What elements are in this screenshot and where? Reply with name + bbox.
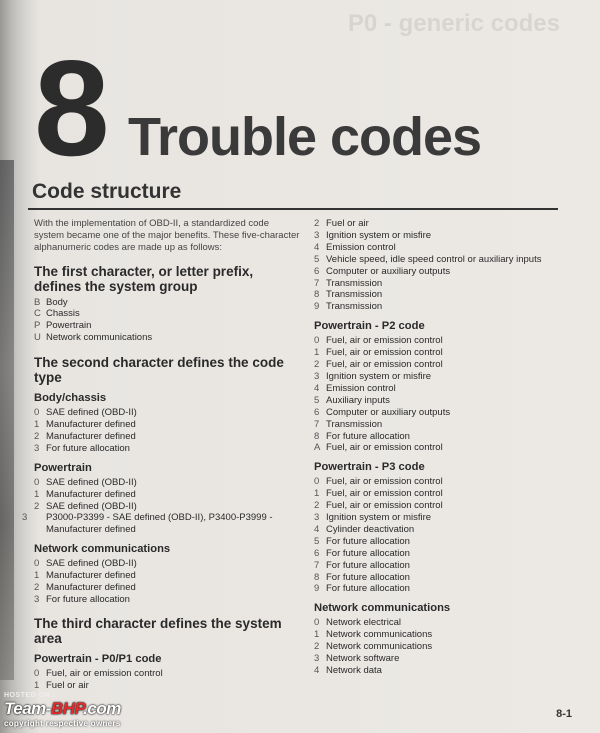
list-item: 8 For future allocation [314, 430, 410, 442]
list-item: 1 Fuel or air [34, 679, 89, 691]
list-item: 1 Manufacturer defined [34, 488, 136, 500]
watermark [4, 692, 121, 728]
page-number: 8-1 [556, 708, 572, 720]
list-item: 1 Fuel, air or emission control [314, 347, 443, 359]
network-comms-title: Network communications [314, 602, 451, 615]
list-item: 3 P3000-P3399 - SAE defined (OBD-II), P3400-P3999 - Manufacturer defined [22, 512, 273, 536]
intro-paragraph: With the implementation of OBD-II, a standardized code system became one of the major benefits. These five-character alphanumeric codes are made up as follows: [34, 218, 300, 253]
list-item: 9 Transmission [314, 301, 383, 313]
list-item: 3 For future allocation [34, 442, 130, 454]
list-item: 0 SAE defined (OBD-II) [34, 407, 137, 419]
list-item: 1 Fuel, air or emission control [314, 488, 443, 500]
powertrain-title: Powertrain [34, 461, 92, 474]
list-item: 5 Vehicle speed, idle speed control or auxiliary inputs [314, 253, 542, 265]
body-chassis-list [34, 407, 300, 455]
section-title: Code structure [32, 180, 182, 203]
list-item: A Fuel, air or emission control [314, 442, 443, 454]
list-item: 0 Fuel, air or emission control [314, 476, 443, 488]
list-item: 0 Fuel, air or emission control [34, 667, 163, 679]
list-item: 4 Emission control [314, 382, 396, 394]
list-item: C Chassis [34, 308, 80, 320]
list-item: 2 Fuel or air [314, 218, 369, 229]
first-char-list [34, 297, 300, 343]
list-item: 6 For future allocation [314, 547, 410, 559]
list-item: 2 Fuel, air or emission control [314, 359, 443, 371]
list-item: 2 Fuel, air or emission control [314, 500, 443, 512]
p2-list [314, 335, 564, 454]
list-item: 9 For future allocation [314, 583, 410, 595]
list-item: 2 Manufacturer defined [34, 430, 136, 442]
list-item: 0 Fuel, air or emission control [314, 335, 443, 347]
previous-page-bleed [0, 160, 14, 680]
p0p1-title: Powertrain - P0/P1 code [34, 652, 162, 665]
p3-list [314, 476, 564, 595]
body-chassis-title: Body/chassis [34, 392, 107, 405]
first-char-heading: The first character, or letter prefix, defines the system group [34, 263, 254, 294]
chapter-title: Trouble codes [128, 107, 482, 167]
list-item: 1 Network communications [314, 629, 433, 641]
list-item: P Powertrain [34, 319, 92, 331]
list-item: 7 Transmission [314, 277, 383, 289]
list-item: 7 For future allocation [314, 559, 410, 571]
list-item: 0 SAE defined (OBD-II) [34, 476, 137, 488]
list-item: 8 Transmission [314, 289, 383, 301]
left-column [22, 218, 300, 692]
watermark-logo: Team-BHP.com [4, 699, 121, 718]
list-item: 2 SAE defined (OBD-II) [34, 500, 137, 512]
list-item: 6 Computer or auxiliary outputs [314, 406, 451, 418]
chapter-number: 8 [34, 32, 106, 184]
list-item: 8 For future allocation [314, 571, 410, 583]
p0p1-list-part1 [34, 668, 300, 692]
list-item: 3 Ignition system or misfire [314, 370, 432, 382]
list-item: 5 Auxiliary inputs [314, 394, 390, 406]
list-item: 4 Network data [314, 665, 382, 676]
right-column [314, 218, 564, 677]
list-item: B Body [34, 296, 68, 308]
powertrain-list [22, 476, 300, 537]
list-item: 3 Network software [314, 653, 400, 665]
p3-title: Powertrain - P3 code [314, 461, 425, 474]
list-item: 7 Transmission [314, 418, 383, 430]
list-item: 0 Network electrical [314, 617, 401, 629]
list-item: 0 SAE defined (OBD-II) [34, 558, 137, 570]
list-item: 4 Emission control [314, 241, 396, 253]
list-item: 4 Cylinder deactivation [314, 523, 415, 535]
second-char-heading: The second character defines the code type [34, 355, 284, 386]
ghost-header: P0 - generic codes [347, 10, 560, 37]
list-item: 3 Ignition system or misfire [314, 229, 432, 241]
network-comms-list [314, 617, 564, 677]
list-item: 3 For future allocation [34, 593, 130, 605]
list-item: 1 Manufacturer defined [34, 419, 136, 430]
p2-title: Powertrain - P2 code [314, 320, 425, 333]
list-item: U Network communications [34, 331, 153, 343]
section-divider [28, 208, 558, 210]
list-item: 1 Manufacturer defined [34, 570, 136, 582]
list-item: 5 For future allocation [314, 535, 410, 547]
network-list [34, 558, 300, 606]
network-title: Network communications [34, 543, 171, 556]
list-item: 2 Network communications [314, 641, 433, 653]
p0p1-list-part2 [314, 218, 564, 313]
list-item: 2 Manufacturer defined [34, 582, 136, 594]
watermark-hosted: HOSTED ON : [4, 692, 56, 699]
watermark-copyright: copyright respective owners [4, 719, 121, 728]
third-char-heading: The third character defines the system area [34, 615, 282, 646]
list-item: 6 Computer or auxiliary outputs [314, 265, 451, 277]
list-item: 3 Ignition system or misfire [314, 512, 432, 524]
